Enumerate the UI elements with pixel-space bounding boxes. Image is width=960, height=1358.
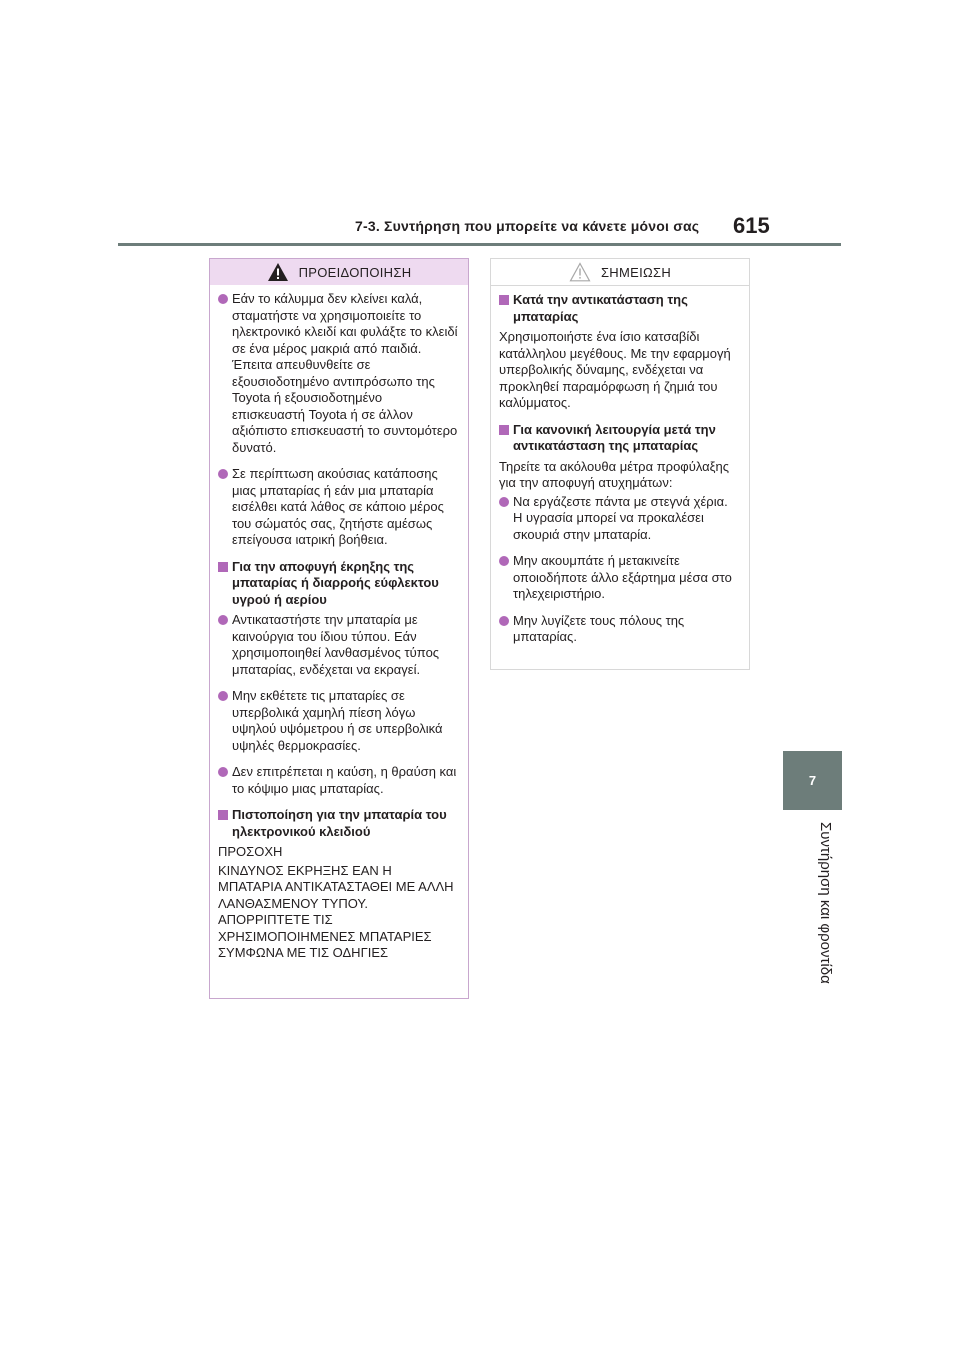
header-divider bbox=[118, 243, 841, 246]
bullet-square-icon bbox=[218, 810, 228, 820]
chapter-tab[interactable] bbox=[783, 751, 842, 810]
caution-text: ΚΙΝΔΥΝΟΣ ΕΚΡΗΞΗΣ ΕΑΝ Η ΜΠΑΤΑΡΙΑ ΑΝΤΙΚΑΤΑΣΤΑΘΕΙ ΜΕ ΑΛΛΗ ΛΑΝΘΑΣΜΕΝΟΥ ΤΥΠΟΥ. ΑΠΟΡΡΙΠΤΕΤΕ ΤΙΣ ΧΡΗΣΙΜΟΠΟΙΗΜΕΝΕΣ ΜΠΑΤΑΡΙΕΣ ΣΥΜΦΩΝΑ ΜΕ ΤΙΣ ΟΔΗΓΙΕΣ bbox=[218, 862, 454, 960]
bullet-dot-icon bbox=[499, 616, 509, 626]
notice-item bbox=[499, 553, 739, 603]
notice-item bbox=[499, 613, 739, 646]
notice-title: ΣΗΜΕΙΩΣΗ bbox=[600, 264, 672, 280]
bullet-square-icon bbox=[499, 295, 509, 305]
warning-item-text: Δεν επιτρέπεται η καύση, η θραύση και το κόψιμο μιας μπαταρίας. bbox=[232, 764, 457, 796]
notice-triangle-icon bbox=[569, 262, 591, 282]
warning-item bbox=[218, 688, 458, 754]
bullet-dot-icon bbox=[499, 556, 509, 566]
notice-item-text: Μην ακουμπάτε ή μετακινείτε οποιοδήποτε άλλο εξάρτημα μέσα στο τηλεχειριστήριο. bbox=[513, 553, 732, 601]
bullet-dot-icon bbox=[218, 294, 228, 304]
notice-item-text: Να εργάζεστε πάντα με στεγνά χέρια. bbox=[513, 493, 728, 509]
warning-box bbox=[209, 258, 469, 999]
warning-item-text: Εάν το κάλυμμα δεν κλείνει καλά, σταματήστε να χρησιμοποιείτε το ηλεκτρονικό κλειδί και φυλάξτε το κλειδί σε ένα μέρος μακριά από παιδιά. Έπειτα απευθυνθείτε σε εξουσιοδοτημένο αντιπρόσωπο της Toyota ή εξουσιοδοτημένο επισκευαστή Toyota ή σε άλλον αξιόπιστο επισκευαστή το συντομότερο δυνατό. bbox=[232, 291, 458, 455]
warning-item-text: Σε περίπτωση ακούσιας κατάποσης μιας μπαταρίας ή εάν μια μπαταρία εισέλθει κατά λάθος σε κάποιο μέρος του σώματός σας, ζητήστε αμέσως επείγουσα ιατρική βοήθεια. bbox=[232, 466, 444, 547]
notice-subheading-text: Κατά την αντικατάσταση της μπαταρίας bbox=[513, 292, 688, 324]
notice-item-text: Η υγρασία μπορεί να προκαλέσει σκουριά στην μπαταρία. bbox=[513, 510, 704, 542]
notice-item bbox=[499, 494, 739, 544]
notice-intro: Τηρείτε τα ακόλουθα μέτρα προφύλαξης για την αποφυγή ατυχημάτων: bbox=[499, 458, 729, 490]
notice-box bbox=[490, 258, 750, 670]
warning-subheading bbox=[218, 559, 458, 609]
notice-header bbox=[491, 259, 749, 286]
chapter-label: Συντήρηση και φροντίδα bbox=[817, 822, 834, 984]
chapter-number: 7 bbox=[808, 773, 817, 788]
bullet-dot-icon bbox=[218, 767, 228, 777]
warning-triangle-icon bbox=[267, 262, 289, 282]
warning-title: ΠΡΟΕΙΔΟΠΟΙΗΣΗ bbox=[298, 264, 412, 280]
section-title: 7-3. Συντήρηση που μπορείτε να κάνετε μόνοι σας bbox=[355, 218, 700, 234]
warning-item bbox=[218, 466, 458, 549]
bullet-dot-icon bbox=[499, 497, 509, 507]
warning-subheading-text: Για την αποφυγή έκρηξης της μπαταρίας ή διαρροής εύφλεκτου υγρού ή αερίου bbox=[232, 558, 439, 607]
warning-item bbox=[218, 291, 458, 456]
notice-paragraph: Χρησιμοποιήστε ένα ίσιο κατσαβίδι κατάλληλου μεγέθους. Με την εφαρμογή υπερβολικής δύναμης, ενδέχεται να προκληθεί παραμόρφωση ή ζημιά του καλύμματος. bbox=[499, 329, 731, 410]
warning-header bbox=[210, 259, 468, 285]
bullet-dot-icon bbox=[218, 469, 228, 479]
warning-item-text: Μην εκθέτετε τις μπαταρίες σε υπερβολικά χαμηλή πίεση λόγω υψηλού υψόμετρου ή σε υπερβολικά υψηλές θερμοκρασίες. bbox=[232, 688, 443, 753]
caution-label: ΠΡΟΣΟΧΗ bbox=[218, 844, 283, 859]
bullet-dot-icon bbox=[218, 615, 228, 625]
warning-subheading-text: Πιστοποίηση για την μπαταρία του ηλεκτρονικού κλειδιού bbox=[232, 807, 447, 839]
notice-subheading bbox=[499, 422, 739, 455]
warning-item bbox=[218, 764, 458, 797]
warning-item-text: Αντικαταστήστε την μπαταρία με καινούργια του ίδιου τύπου. Εάν χρησιμοποιηθεί λανθασμένος τύπος μπαταρίας, ενδέχεται να εκραγεί. bbox=[232, 612, 440, 677]
bullet-square-icon bbox=[218, 562, 228, 572]
warning-item bbox=[218, 612, 458, 678]
notice-subheading bbox=[499, 292, 739, 325]
warning-subheading bbox=[218, 807, 458, 840]
notice-subheading-text: Για κανονική λειτουργία μετά την αντικατάσταση της μπαταρίας bbox=[513, 421, 716, 453]
bullet-dot-icon bbox=[218, 691, 228, 701]
notice-item-text: Μην λυγίζετε τους πόλους της μπαταρίας. bbox=[513, 612, 685, 644]
page-number: 615 bbox=[733, 213, 770, 238]
bullet-square-icon bbox=[499, 425, 509, 435]
